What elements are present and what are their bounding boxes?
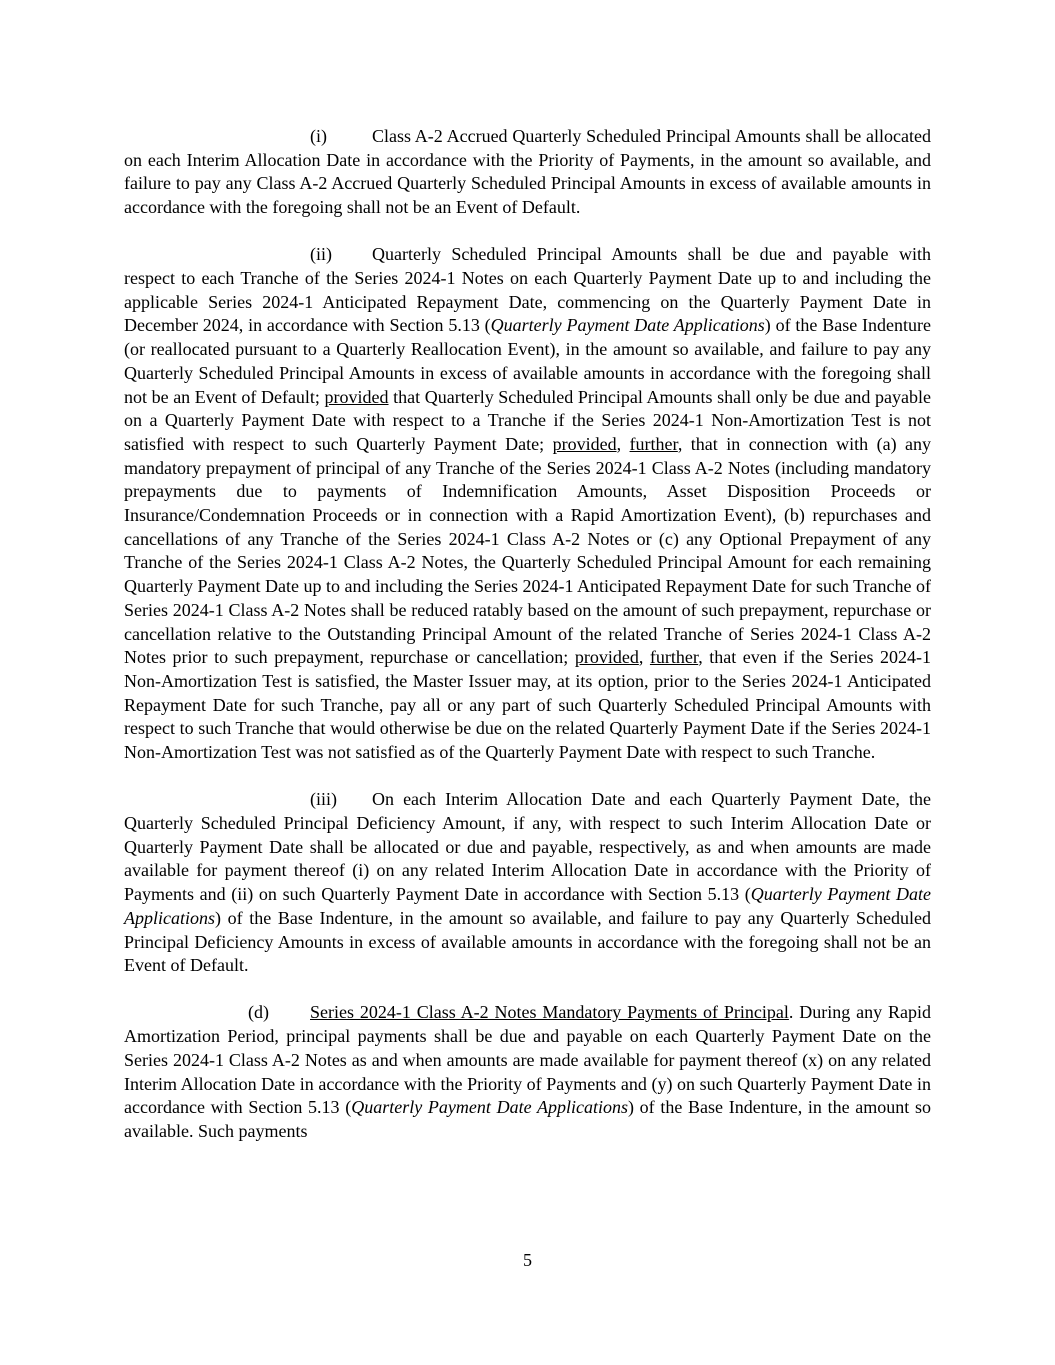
- paragraph-d: [124, 1001, 931, 1143]
- underlined-term: provided: [552, 433, 617, 454]
- paragraph-number: (i): [310, 126, 327, 146]
- paragraph-text: . During any Rapid Amortization Period, principal payments shall be due and payable on each Quarterly Payment Date on the Series 2024-1 Class A-2 Notes as and when amounts are made available for payment thereof (x) on any related Interim Allocation Date in accordance with the Priority of Payments and (y) on such Quarterly Payment Date in accordance with Section 5.13 (: [124, 1002, 931, 1118]
- page-number: 5: [523, 1250, 532, 1270]
- paragraph-ii: [124, 243, 931, 764]
- italic-reference: Quarterly Payment Date Applications: [124, 884, 931, 928]
- paragraph-text: ) of the Base Indenture (or reallocated pursuant to a Quarterly Reallocation Event), in the amount so available, and failure to pay any Quarterly Scheduled Principal Amounts in excess of available amounts in accordance with the foregoing shall not be an Event of Default;: [124, 315, 932, 407]
- underlined-term: provided: [324, 386, 389, 407]
- paragraph-text: ,: [638, 647, 650, 668]
- paragraph-i: [124, 125, 931, 220]
- paragraph-text: ) of the Base Indenture, in the amount so available, and failure to pay any Quarterly Scheduled Principal Deficiency Amounts in excess of available amounts in accordance with the foregoing shall not be an Event of Default.: [124, 907, 931, 976]
- paragraph-number: (d): [248, 1002, 269, 1023]
- section-heading: Series 2024-1 Class A-2 Notes Mandatory Payments of Principal: [310, 1002, 789, 1023]
- italic-reference: Quarterly Payment Date Applications: [490, 315, 765, 336]
- underlined-term: further: [649, 647, 699, 668]
- paragraph-text: Class A-2 Accrued Quarterly Scheduled Principal Amounts shall be allocated on each Interim Allocation Date in accordance with the Priority of Payments, in the amount so available, and failure to pay any Class A-2 Accrued Quarterly Scheduled Principal Amounts in excess of available amounts in accordance with the foregoing shall not be an Event of Default.: [124, 126, 931, 218]
- paragraph-text: ) of the Base Indenture, in the amount so available. Such payments: [124, 1097, 931, 1141]
- paragraph-text: Quarterly Scheduled Principal Amounts shall be due and payable with respect to each Tranche of the Series 2024-1 Notes on each Quarterly Payment Date up to and including the applicable Series 2024-1 Anticipated Repayment Date, commencing on the Quarterly Payment Date in December 2024, in accordance with Section 5.13 (: [124, 244, 931, 336]
- paragraph-text: that Quarterly Scheduled Principal Amounts shall only be due and payable on a Quarterly Payment Date with respect to a Tranche if the Series 2024-1 Non-Amortization Test is not satisfied with respect to such Quarterly Payment Date;: [124, 386, 932, 454]
- underlined-term: further: [629, 433, 678, 454]
- paragraph-number: (ii): [310, 244, 332, 265]
- paragraph-number: (iii): [310, 789, 337, 810]
- paragraph-text: , that in connection with (a) any mandatory prepayment of principal of any Tranche of the Series 2024-1 Class A-2 Notes (including mandatory prepayments due to payments of Indemnification Amounts, Asset Disposition Proceeds or Insurance/Condemnation Proceeds or in connection with a Rapid Amortization Event), (b) repurchases and cancellations of any Tranche of the Series 2024-1 Class A-2 Notes or (c) any Optional Prepayment of any Tranche of the Series 2024-1 Class A-2 Notes, the Quarterly Scheduled Principal Amount for each remaining Quarterly Payment Date up to and including the Series 2024-1 Anticipated Repayment Date for such Tranche of Series 2024-1 Class A-2 Notes shall be reduced ratably based on the amount of such prepayment, repurchase or cancellation relative to the Outstanding Principal Amount of the related Tranche of Series 2024-1 Class A-2 Notes prior to such prepayment, repurchase or cancellation;: [124, 433, 932, 668]
- underlined-term: provided: [574, 647, 639, 668]
- italic-reference: Quarterly Payment Date Applications: [351, 1097, 628, 1118]
- paragraph-text: , that even if the Series 2024-1 Non-Amortization Test is satisfied, the Master Issuer may, at its option, prior to the Series 2024-1 Anticipated Repayment Date for such Tranche, pay all or any part of such Quarterly Scheduled Principal Amounts with respect to such Tranche that would otherwise be due on the related Quarterly Payment Date if the Series 2024-1 Non-Amortization Test was not satisfied as of the Quarterly Payment Date with respect to such Tranche.: [124, 647, 932, 763]
- paragraph-iii: [124, 788, 931, 978]
- paragraph-text: On each Interim Allocation Date and each Quarterly Payment Date, the Quarterly Scheduled Principal Deficiency Amount, if any, with respect to such Interim Allocation Date or Quarterly Payment Date shall be allocated or due and payable, respectively, as and when amounts are made available for payment thereof (i) on any related Interim Allocation Date in accordance with the Priority of Payments and (ii) on such Quarterly Payment Date in accordance with Section 5.13 (: [124, 789, 931, 905]
- document-page: [124, 125, 931, 1167]
- paragraph-text: ,: [616, 433, 630, 454]
